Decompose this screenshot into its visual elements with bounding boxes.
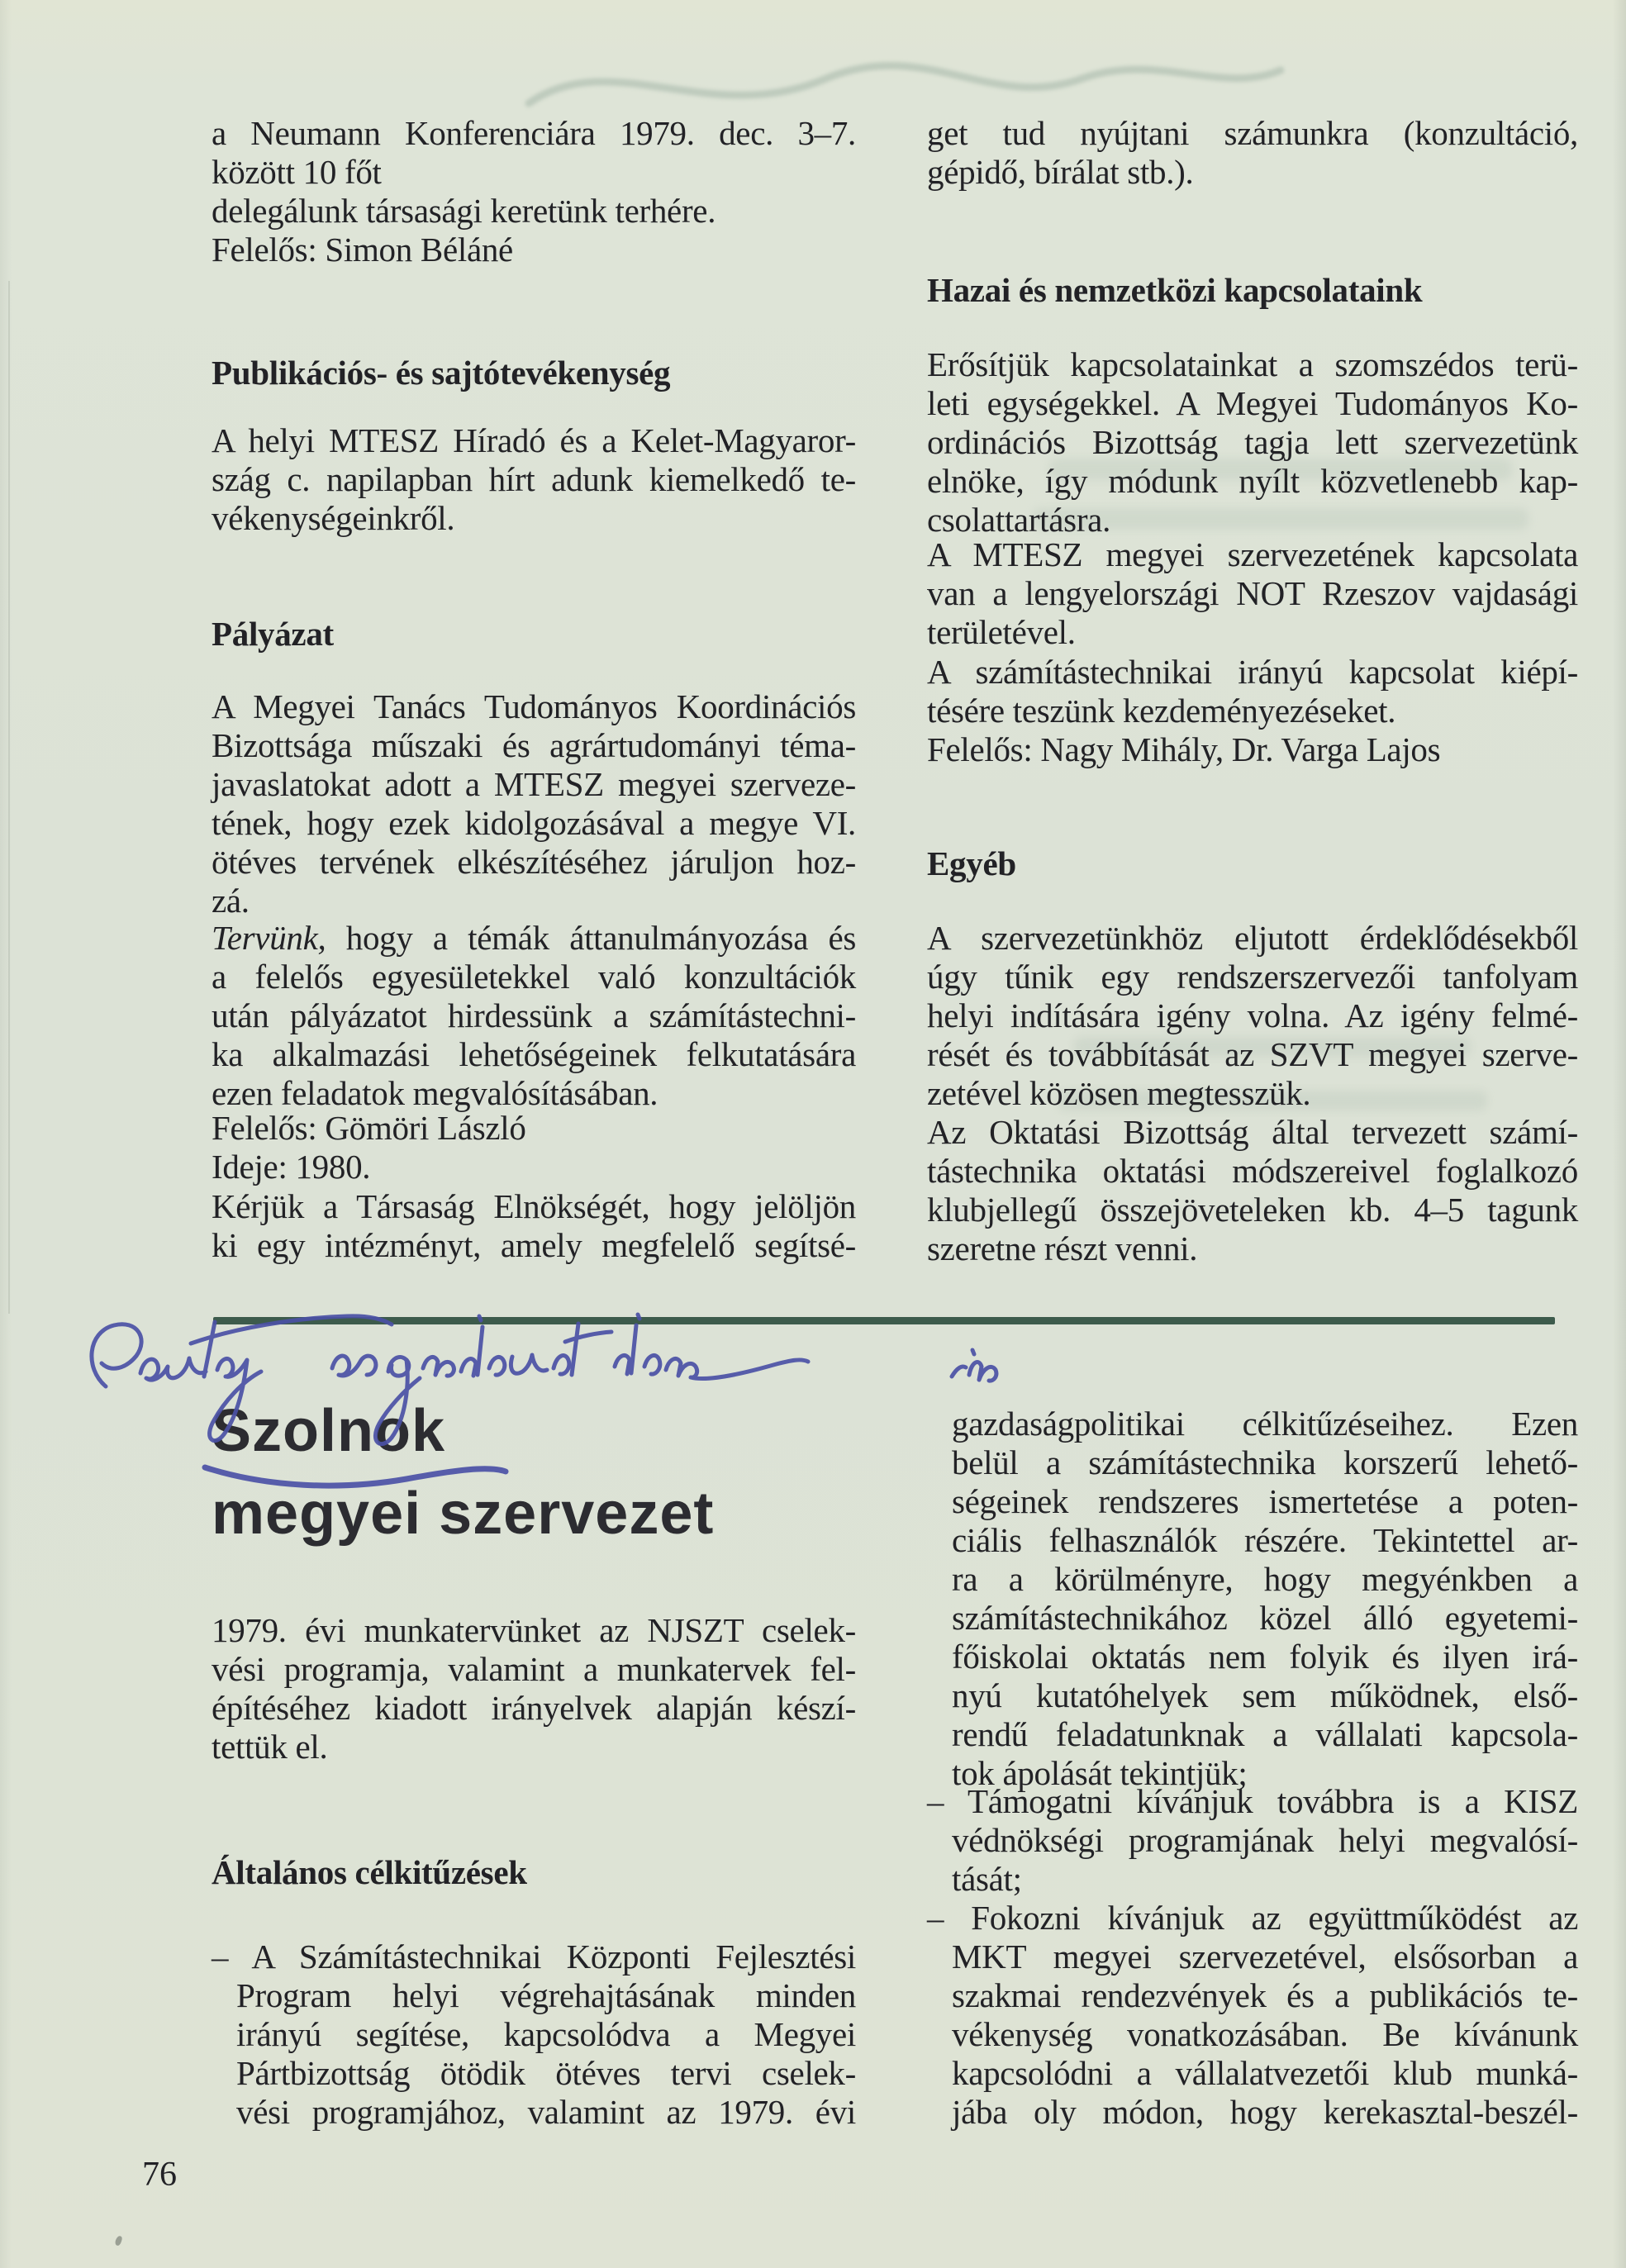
text-line: kapcsolódni a vállalatvezetői klub munká- [952, 2054, 1578, 2092]
text-line: Az Oktatási Bizottság által tervezett számí- [927, 1113, 1578, 1151]
text-line: csolattartásra. [927, 501, 1111, 539]
subheading-palyazat: Pályázat [212, 615, 334, 653]
paragraph-oktatasi-bizottsag [927, 1113, 1578, 1268]
text-line: Pártbizottság ötödik ötéves tervi cselek- [236, 2054, 856, 2092]
ink-speck [114, 2235, 122, 2247]
text-line: leti egységekkel. A Megyei Tudományos Ko- [927, 384, 1578, 422]
text-line: tását; [952, 1860, 1022, 1898]
text-line: ezen feladatok megvalósításában. [212, 1074, 658, 1112]
section-title-line2: megyei szervezet [212, 1481, 715, 1547]
paper-crease [8, 281, 10, 1314]
text-line: ka alkalmazási lehetőségeinek felkutatására [212, 1035, 856, 1073]
text-line: Felelős: Simon Béláné [212, 231, 513, 269]
text-line: zá. [212, 882, 250, 920]
paragraph-press-activity [212, 421, 856, 538]
text-line: szág c. napilapban hírt adunk kiemelkedő te- [212, 460, 856, 498]
text-line: ordinációs Bizottság tagja lett szervezetünk [927, 423, 1578, 461]
text-line: A szervezetünkhöz eljutott érdeklődésekből [927, 919, 1578, 957]
text-line: ségeinek rendszeres ismertetése a poten- [952, 1482, 1578, 1520]
text-line: klubjellegű összejöveteleken kb. 4–5 tagunk [927, 1191, 1578, 1229]
text-line: jába oly módon, hogy kerekasztal-beszél- [952, 2093, 1578, 2131]
paragraph-get-tud [927, 114, 1578, 192]
text-line: vési programja, valamint a munkatervek fel- [212, 1650, 856, 1688]
text-line: a felelős egyesületekkel való konzultációk [212, 958, 856, 996]
paragraph-responsible-nagy-varga [927, 730, 1578, 769]
text-line: MKT megyei szervezetével, elsősorban a [952, 1938, 1578, 1976]
text-line: Bizottsága műszaki és agrártudományi téma- [212, 726, 856, 764]
text-line: szeretne részt venni. [927, 1229, 1198, 1267]
subheading-hazai-kapcsolatok: Hazai és nemzetközi kapcsolataink [927, 271, 1423, 309]
paragraph-county-council [212, 687, 856, 920]
text-line: delegálunk társasági keretünk terhére. [212, 192, 716, 230]
text-line: irányú segítése, kapcsolódva a Megyei [236, 2015, 856, 2053]
text-line: helyi indítására igény volna. Az igény felmé- [927, 996, 1578, 1034]
text-line: a Neumann Konferenciára 1979. dec. 3–7. [212, 114, 856, 152]
text-line: 1979. évi munkatervünket az NJSZT cselek- [212, 1611, 856, 1649]
text-line: tének, hogy ezek kidolgozásával a megye VI. [212, 804, 856, 842]
text-line: – Fokozni kívánjuk az együttműködést az [927, 1899, 1578, 1937]
section-title-line1: Szolnok [212, 1398, 446, 1464]
bullet-szamitastechnikai-program [212, 1938, 856, 2132]
text-line: ötéves tervének elkészítéséhez járuljon hoz- [212, 843, 856, 881]
text-line: A helyi MTESZ Híradó és a Kelet-Magyaror- [212, 421, 856, 459]
text-line: van a lengyelországi NOT Rzeszov vajdasági [927, 574, 1578, 612]
subheading-egyeb: Egyéb [927, 844, 1016, 882]
text-line: belül a számítástechnika korszerű lehető- [952, 1443, 1578, 1481]
paragraph-szamitastechnikai-kapcsolat [927, 653, 1578, 730]
paragraph-gazdasagpolitikai [927, 1405, 1578, 1793]
paragraph-erositjuk [927, 345, 1578, 540]
text-line: Ideje: 1980. [212, 1148, 371, 1186]
text-line: tésére teszünk kezdeményezéseket. [927, 692, 1396, 730]
text-line: tettük el. [212, 1728, 328, 1766]
text-line: szakmai rendezvények és a publikációs te- [952, 1976, 1578, 2014]
text-line: get tud nyújtani számunkra (konzultáció, [927, 114, 1578, 152]
paragraph-erdeklodesek [927, 919, 1578, 1113]
text-line: nyú kutatóhelyek sem működnek, első- [952, 1676, 1578, 1714]
text-line: területével. [927, 613, 1076, 651]
text-line: gazdaságpolitikai célkitűzéseihez. Ezen [952, 1405, 1578, 1443]
text-line: között 10 főt [212, 153, 382, 191]
text-line: védnökségi programjának helyi megvalósí- [952, 1821, 1578, 1859]
text-line: javaslatokat adott a MTESZ megyei szerveze- [212, 765, 856, 803]
subheading-altalanos-celkituzesek: Általános célkitűzések [212, 1853, 527, 1891]
text-line: vékenység vonatkozásában. Be kívánunk [952, 2015, 1578, 2053]
text-line: úgy tűnik egy rendszerszervezői tanfolyam [927, 958, 1578, 996]
bullet-tamogatni-kisz [927, 1782, 1578, 1899]
text-line: ra a körülményre, hogy megyénkben a [952, 1560, 1578, 1598]
paragraph-delegation-line1 [212, 114, 856, 153]
text-line: Kérjük a Társaság Elnökségét, hogy jelöljön [212, 1187, 856, 1225]
text-line: rendű feladatunknak a vállalati kapcsola- [952, 1715, 1578, 1753]
text-line: tástechnika oktatási módszereivel foglalkozó [927, 1152, 1578, 1190]
text-line: Tervünk, hogy a témák áttanulmányozása és [212, 919, 856, 957]
subheading-publications: Publikációs- és sajtótevékenység [212, 354, 671, 392]
text-line: A Megyei Tanács Tudományos Koordinációs [212, 687, 856, 725]
text-line: Felelős: Gömöri László [212, 1109, 526, 1147]
text-line: vési programjához, valamint az 1979. évi [236, 2093, 856, 2131]
text-line: tok ápolását tekintjük; [952, 1754, 1248, 1792]
text-line: A számítástechnikai irányú kapcsolat kiépí- [927, 653, 1578, 691]
text-line: Erősítjük kapcsolatainkat a szomszédos terü- [927, 345, 1578, 383]
paragraph-delegation-rest [212, 153, 856, 269]
text-line: ki egy intézményt, amely megfelelő segítsé- [212, 1226, 856, 1264]
text-line: után pályázatot hirdessünk a számítástechni- [212, 996, 856, 1034]
paragraph-munkaterv [212, 1611, 856, 1766]
text-line: – A Számítástechnikai Központi Fejlesztési [212, 1938, 856, 1976]
paragraph-mtesz-not [927, 535, 1578, 652]
text-line: főiskolai oktatás nem folyik és ilyen irá- [952, 1638, 1578, 1676]
text-line: A MTESZ megyei szervezetének kapcsolata [927, 535, 1578, 573]
paragraph-kerjuk [212, 1187, 856, 1265]
text-line: gépidő, bírálat stb.). [927, 153, 1194, 191]
text-line: – Támogatni kívánjuk továbbra is a KISZ [927, 1782, 1578, 1820]
text-line: Program helyi végrehajtásának minden [236, 1976, 856, 2014]
page-number: 76 [142, 2156, 177, 2194]
text-line: elnöke, így módunk nyílt közvetlenebb kap- [927, 462, 1578, 500]
text-line: Felelős: Nagy Mihály, Dr. Varga Lajos [927, 730, 1441, 768]
paragraph-tervunk [212, 919, 856, 1113]
text-line: számítástechnikához közel álló egyetemi- [952, 1599, 1578, 1637]
paragraph-responsible-gomori [212, 1109, 856, 1186]
text-line: ciális felhasználók részére. Tekintettel ar- [952, 1521, 1578, 1559]
text-line: rését és továbbítását az SZVT megyei szerve- [927, 1035, 1578, 1073]
bullet-fokozni-mkt [927, 1899, 1578, 2132]
text-line: zetével közösen megtesszük. [927, 1074, 1311, 1112]
text-line: építéséhez kiadott irányelvek alapján készí- [212, 1689, 856, 1727]
text-line: vékenységeinkről. [212, 499, 455, 537]
